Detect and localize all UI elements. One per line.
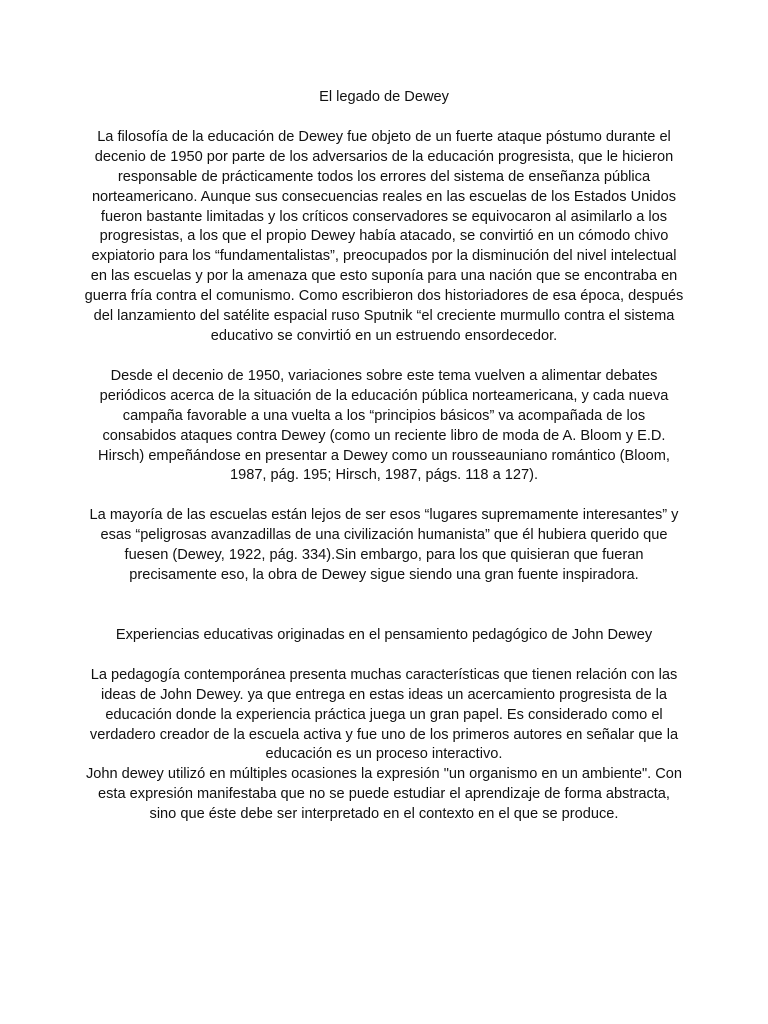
- text-column: [84, 88, 684, 825]
- spacer: [84, 347, 684, 367]
- paragraph-1: La filosofía de la educación de Dewey fue objeto de un fuerte ataque póstumo durante el decenio de 1950 por parte de los adversarios de la educación progresista, que le hicieron responsable de prácticamente todos los errores del sistema de enseñanza pública norteamericano. Aunque sus consecuencias reales en las escuelas de los Estados Unidos fueron bastante limitadas y los críticos conservadores se equivocaron al asimilarlo a los progresistas, a los que el propio Dewey había atacado, se convirtió en un cómodo chivo expiatorio para los “fundamentalistas”, preocupados por la disminución del nivel intelectual en las escuelas y por la amenaza que esto suponía para una nación que se encontraba en guerra fría contra el comunismo. Como escribieron dos historiadores de esa época, después del lanzamiento del satélite espacial ruso Sputnik “el creciente murmullo contra el sistema educativo se convirtió en un estruendo ensordecedor.: [84, 128, 684, 344]
- spacer: [84, 646, 684, 666]
- spacer: [84, 108, 684, 128]
- paragraph-2: Desde el decenio de 1950, variaciones sobre este tema vuelven a alimentar debates periódicos acerca de la situación de la educación pública norteamericana, y cada nueva campaña favorable a una vuelta a los “principios básicos” va acompañada de los consabidos ataques contra Dewey (como un reciente libro de moda de A. Bloom y E.D. Hirsch) empeñándose en presentar a Dewey como un rousseauniano romántico (Bloom, 1987, pág. 195; Hirsch, 1987, págs. 118 a 127).: [98, 367, 670, 484]
- paragraph-4: La pedagogía contemporánea presenta muchas características que tienen relación con las ideas de John Dewey. ya que entrega en estas ideas un acercamiento progresista de la educación donde la experiencia práctica juega un gran papel. Es considerado como el verdadero creador de la escuela activa y fue uno de los primeros autores en señalar que la educación es un proceso interactivo.: [89, 666, 679, 763]
- paragraph-5: John dewey utilizó en múltiples ocasiones la expresión "un organismo en un ambiente". Con esta expresión manifestaba que no se puede estudiar el aprendizaje de forma abstracta, sino que éste debe ser interpretado en el contexto en el que se produce.: [85, 766, 683, 823]
- spacer: [84, 586, 684, 626]
- spacer: [84, 486, 684, 506]
- paragraph-3: La mayoría de las escuelas están lejos de ser esos “lugares supremamente interesantes” y esas “peligrosas avanzadillas de una civilización humanista” que él hubiera querido que fuesen (Dewey, 1922, pág. 334).Sin embargo, para los que quisieran que fueran precisamente eso, la obra de Dewey sigue siendo una gran fuente inspiradora.: [89, 507, 679, 584]
- document-title: El legado de Dewey: [319, 89, 449, 105]
- section-heading: Experiencias educativas originadas en el pensamiento pedagógico de John Dewey: [115, 626, 653, 643]
